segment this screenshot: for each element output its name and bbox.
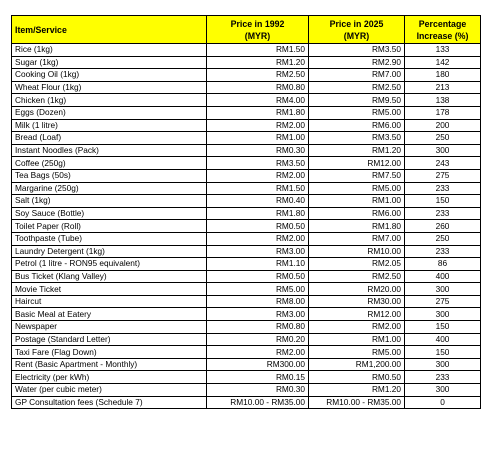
cell-price-2025: RM7.00 [309,232,405,245]
cell-price-2025: RM1.20 [309,144,405,157]
table-row [12,44,481,57]
cell-item: Toilet Paper (Roll) [12,220,207,233]
cell-price-2025: RM1.00 [309,195,405,208]
cell-percentage-increase: 200 [405,119,481,132]
cell-percentage-increase: 300 [405,308,481,321]
cell-percentage-increase: 133 [405,44,481,57]
table-row [12,169,481,182]
cell-price-1992: RM2.00 [207,119,309,132]
header-price-2025-line2: (MYR) [343,30,370,41]
cell-item: Toothpaste (Tube) [12,232,207,245]
cell-item: Newspaper [12,321,207,334]
cell-percentage-increase: 233 [405,245,481,258]
cell-price-2025: RM3.50 [309,44,405,57]
cell-percentage-increase: 0 [405,396,481,409]
cell-percentage-increase: 180 [405,69,481,82]
table-row [12,157,481,170]
cell-item: Coffee (250g) [12,157,207,170]
header-item-service [12,16,207,44]
header-item-label: Item/Service [15,24,67,35]
cell-percentage-increase: 300 [405,384,481,397]
cell-percentage-increase: 243 [405,157,481,170]
cell-price-2025: RM3.50 [309,132,405,145]
table-row [12,371,481,384]
cell-price-2025: RM10.00 - RM35.00 [309,396,405,409]
cell-price-2025: RM1.20 [309,384,405,397]
cell-item: Milk (1 litre) [12,119,207,132]
cell-percentage-increase: 250 [405,132,481,145]
cell-price-2025: RM2.00 [309,321,405,334]
cell-price-1992: RM2.00 [207,346,309,359]
cell-price-1992: RM1.80 [207,207,309,220]
cell-price-1992: RM3.00 [207,308,309,321]
table-row [12,106,481,119]
table-row [12,270,481,283]
cell-item: Tea Bags (50s) [12,169,207,182]
cell-percentage-increase: 260 [405,220,481,233]
cell-price-1992: RM2.00 [207,232,309,245]
cell-percentage-increase: 275 [405,169,481,182]
cell-item: Wheat Flour (1kg) [12,81,207,94]
cell-price-1992: RM0.50 [207,220,309,233]
cell-item: Haircut [12,295,207,308]
cell-price-1992: RM2.50 [207,69,309,82]
price-table [11,15,481,409]
cell-price-1992: RM3.50 [207,157,309,170]
cell-percentage-increase: 178 [405,106,481,119]
cell-price-1992: RM1.00 [207,132,309,145]
cell-price-2025: RM12.00 [309,308,405,321]
cell-item: Petrol (1 litre - RON95 equivalent) [12,258,207,271]
cell-item: Postage (Standard Letter) [12,333,207,346]
table-row [12,144,481,157]
cell-price-2025: RM1,200.00 [309,358,405,371]
table-row [12,232,481,245]
table-row [12,119,481,132]
table-row [12,295,481,308]
cell-price-2025: RM12.00 [309,157,405,170]
cell-price-2025: RM9.50 [309,94,405,107]
table-row [12,182,481,195]
cell-item: Rice (1kg) [12,44,207,57]
cell-price-2025: RM5.00 [309,182,405,195]
cell-item: Electricity (per kWh) [12,371,207,384]
cell-percentage-increase: 150 [405,321,481,334]
cell-price-2025: RM2.50 [309,270,405,283]
cell-item: Cooking Oil (1kg) [12,69,207,82]
cell-price-1992: RM2.00 [207,169,309,182]
cell-price-2025: RM20.00 [309,283,405,296]
header-price-1992-line1: Price in 1992 [230,18,285,29]
cell-percentage-increase: 150 [405,195,481,208]
cell-price-2025: RM1.80 [309,220,405,233]
cell-percentage-increase: 138 [405,94,481,107]
cell-item: Rent (Basic Apartment - Monthly) [12,358,207,371]
cell-price-2025: RM6.00 [309,207,405,220]
cell-percentage-increase: 300 [405,358,481,371]
cell-price-1992: RM1.50 [207,44,309,57]
cell-item: Margarine (250g) [12,182,207,195]
cell-item: Chicken (1kg) [12,94,207,107]
table-row [12,384,481,397]
cell-price-1992: RM0.40 [207,195,309,208]
cell-price-2025: RM7.50 [309,169,405,182]
cell-price-1992: RM0.15 [207,371,309,384]
cell-price-1992: RM0.50 [207,270,309,283]
cell-percentage-increase: 150 [405,346,481,359]
header-percentage-increase [405,16,481,44]
cell-percentage-increase: 142 [405,56,481,69]
cell-price-1992: RM0.20 [207,333,309,346]
cell-item: Taxi Fare (Flag Down) [12,346,207,359]
cell-price-1992: RM0.80 [207,321,309,334]
cell-price-1992: RM1.50 [207,182,309,195]
table-row [12,81,481,94]
table-row [12,220,481,233]
cell-percentage-increase: 400 [405,333,481,346]
table-row [12,346,481,359]
cell-percentage-increase: 300 [405,283,481,296]
cell-item: Bread (Loaf) [12,132,207,145]
cell-price-1992: RM1.10 [207,258,309,271]
header-price-2025 [309,16,405,44]
cell-item: Bus Ticket (Klang Valley) [12,270,207,283]
table-row [12,283,481,296]
header-price-2025-line1: Price in 2025 [329,18,384,29]
table-row [12,94,481,107]
cell-price-2025: RM1.00 [309,333,405,346]
cell-percentage-increase: 233 [405,207,481,220]
cell-price-2025: RM0.50 [309,371,405,384]
table-row [12,56,481,69]
cell-percentage-increase: 275 [405,295,481,308]
cell-item: Instant Noodles (Pack) [12,144,207,157]
cell-item: Laundry Detergent (1kg) [12,245,207,258]
cell-price-1992: RM1.20 [207,56,309,69]
table-row [12,245,481,258]
header-pct-line2: Increase (%) [416,30,469,41]
table-row [12,358,481,371]
cell-item: Water (per cubic meter) [12,384,207,397]
cell-price-1992: RM8.00 [207,295,309,308]
header-price-1992-line2: (MYR) [244,30,271,41]
table-row [12,258,481,271]
header-row [12,16,481,44]
cell-percentage-increase: 300 [405,144,481,157]
cell-price-1992: RM0.30 [207,144,309,157]
cell-price-2025: RM30.00 [309,295,405,308]
cell-price-2025: RM2.05 [309,258,405,271]
cell-percentage-increase: 213 [405,81,481,94]
cell-percentage-increase: 233 [405,182,481,195]
table-row [12,308,481,321]
table-row [12,333,481,346]
table-row [12,69,481,82]
cell-price-2025: RM10.00 [309,245,405,258]
header-price-1992 [207,16,309,44]
cell-item: Movie Ticket [12,283,207,296]
table-row [12,207,481,220]
cell-percentage-increase: 250 [405,232,481,245]
table-row [12,195,481,208]
cell-price-2025: RM2.50 [309,81,405,94]
price-comparison-sheet [11,15,481,409]
cell-price-2025: RM6.00 [309,119,405,132]
cell-item: Sugar (1kg) [12,56,207,69]
cell-price-1992: RM3.00 [207,245,309,258]
cell-price-2025: RM7.00 [309,69,405,82]
cell-item: Eggs (Dozen) [12,106,207,119]
table-row [12,396,481,409]
cell-price-1992: RM5.00 [207,283,309,296]
cell-item: GP Consultation fees (Schedule 7) [12,396,207,409]
cell-item: Basic Meal at Eatery [12,308,207,321]
cell-price-1992: RM4.00 [207,94,309,107]
cell-percentage-increase: 86 [405,258,481,271]
table-row [12,321,481,334]
cell-price-1992: RM0.80 [207,81,309,94]
cell-percentage-increase: 233 [405,371,481,384]
cell-item: Soy Sauce (Bottle) [12,207,207,220]
cell-price-1992: RM10.00 - RM35.00 [207,396,309,409]
table-body [12,44,481,409]
header-pct-line1: Percentage [418,18,467,29]
table-row [12,132,481,145]
cell-item: Salt (1kg) [12,195,207,208]
cell-price-1992: RM300.00 [207,358,309,371]
cell-price-2025: RM5.00 [309,346,405,359]
cell-price-1992: RM1.80 [207,106,309,119]
cell-price-1992: RM0.30 [207,384,309,397]
cell-price-2025: RM2.90 [309,56,405,69]
cell-price-2025: RM5.00 [309,106,405,119]
cell-percentage-increase: 400 [405,270,481,283]
